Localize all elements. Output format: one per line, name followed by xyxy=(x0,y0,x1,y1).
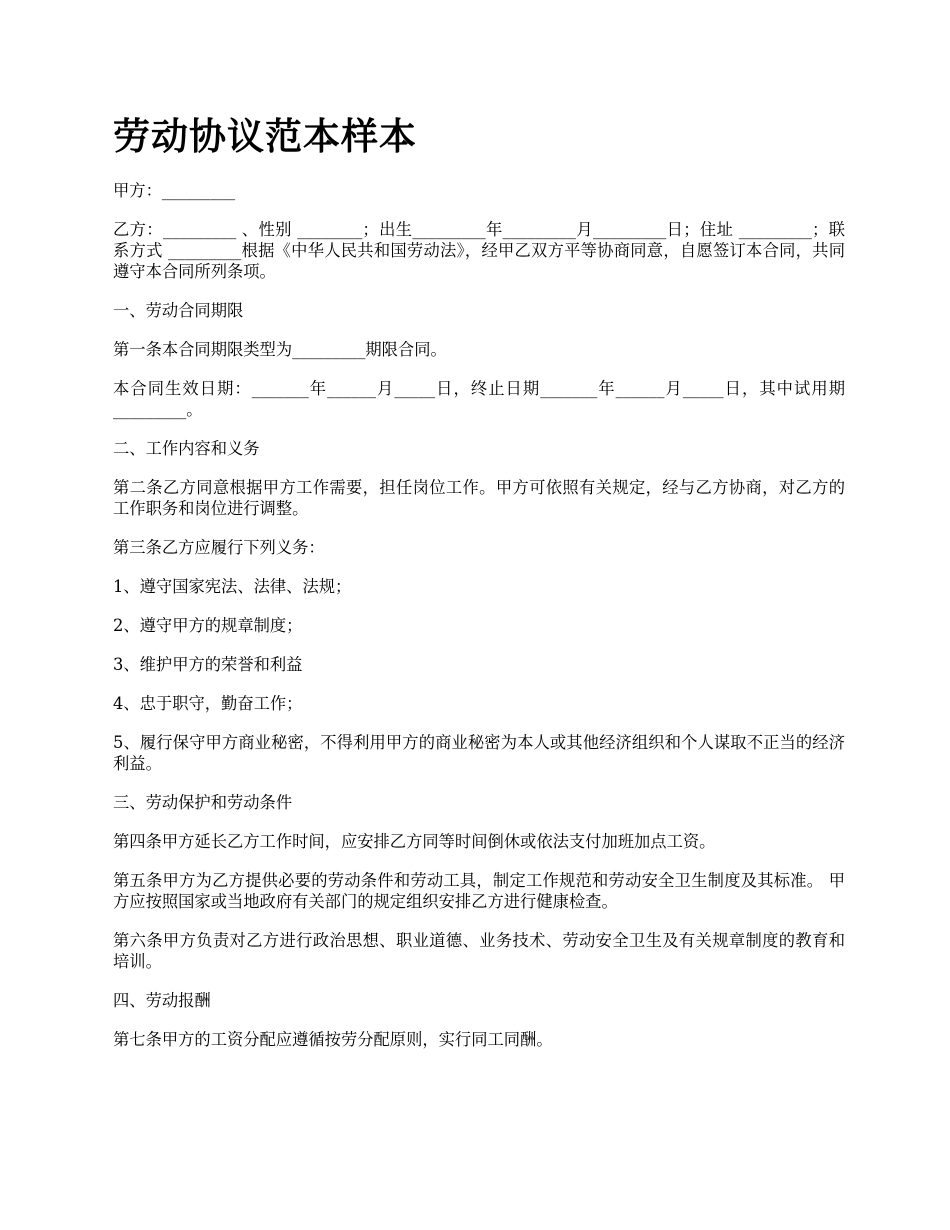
obligation-item-4: 4、忠于职守，勤奋工作； xyxy=(113,694,303,713)
obligation-item-3: 3、维护甲方的荣誉和利益 xyxy=(113,655,303,674)
document-body xyxy=(113,180,845,1068)
document-title: 劳动协议范本样本 xyxy=(113,114,417,158)
article-4: 第四条甲方延长乙方工作时间，应安排乙方同等时间倒休或依法支付加班加点工资。 xyxy=(113,832,716,851)
section-heading-contract-term: 一、劳动合同期限 xyxy=(113,301,244,320)
obligation-item-1: 1、遵守国家宪法、法律、法规； xyxy=(113,577,352,596)
obligation-item-2: 2、遵守甲方的规章制度； xyxy=(113,616,303,635)
section-heading-remuneration: 四、劳动报酬 xyxy=(113,991,211,1010)
article-3: 第三条乙方应履行下列义务： xyxy=(113,538,325,557)
section-heading-labor-protection: 三、劳动保护和劳动条件 xyxy=(113,793,293,812)
article-6: 第六条甲方负责对乙方进行政治思想、职业道德、业务技术、劳动安全卫生及有关规章制度的教育和培训。 xyxy=(113,931,845,971)
article-7: 第七条甲方的工资分配应遵循按劳分配原则，实行同工同酬。 xyxy=(113,1030,553,1049)
party-a-line: 甲方：_________ xyxy=(113,181,236,200)
effective-date-clause: 本合同生效日期：_______年______月_____日，终止日期_______年______月_____日，其中试用期_________。 xyxy=(113,379,845,419)
article-2: 第二条乙方同意根据甲方工作需要，担任岗位工作。甲方可依照有关规定，经与乙方协商，对乙方的工作职务和岗位进行调整。 xyxy=(113,478,845,518)
article-5: 第五条甲方为乙方提供必要的劳动条件和劳动工具，制定工作规范和劳动安全卫生制度及其标准。 甲方应按照国家或当地政府有关部门的规定组织安排乙方进行健康检查。 xyxy=(113,871,845,911)
article-1: 第一条本合同期限类型为_________期限合同。 xyxy=(113,340,447,359)
obligation-item-5: 5、履行保守甲方商业秘密，不得利用甲方的商业秘密为本人或其他经济组织和个人谋取不正当的经济利益。 xyxy=(113,733,845,773)
party-b-info: 乙方：_________ 、性别 ________；出生_________年_________月_________日；住址 _________；联系方式 _________根据《中华人民共和国劳动法》，经甲乙双方平等协商同意，自愿签订本合同，共同遵守本合同所列条项。 xyxy=(113,220,845,281)
section-heading-work-content: 二、工作内容和义务 xyxy=(113,439,260,458)
